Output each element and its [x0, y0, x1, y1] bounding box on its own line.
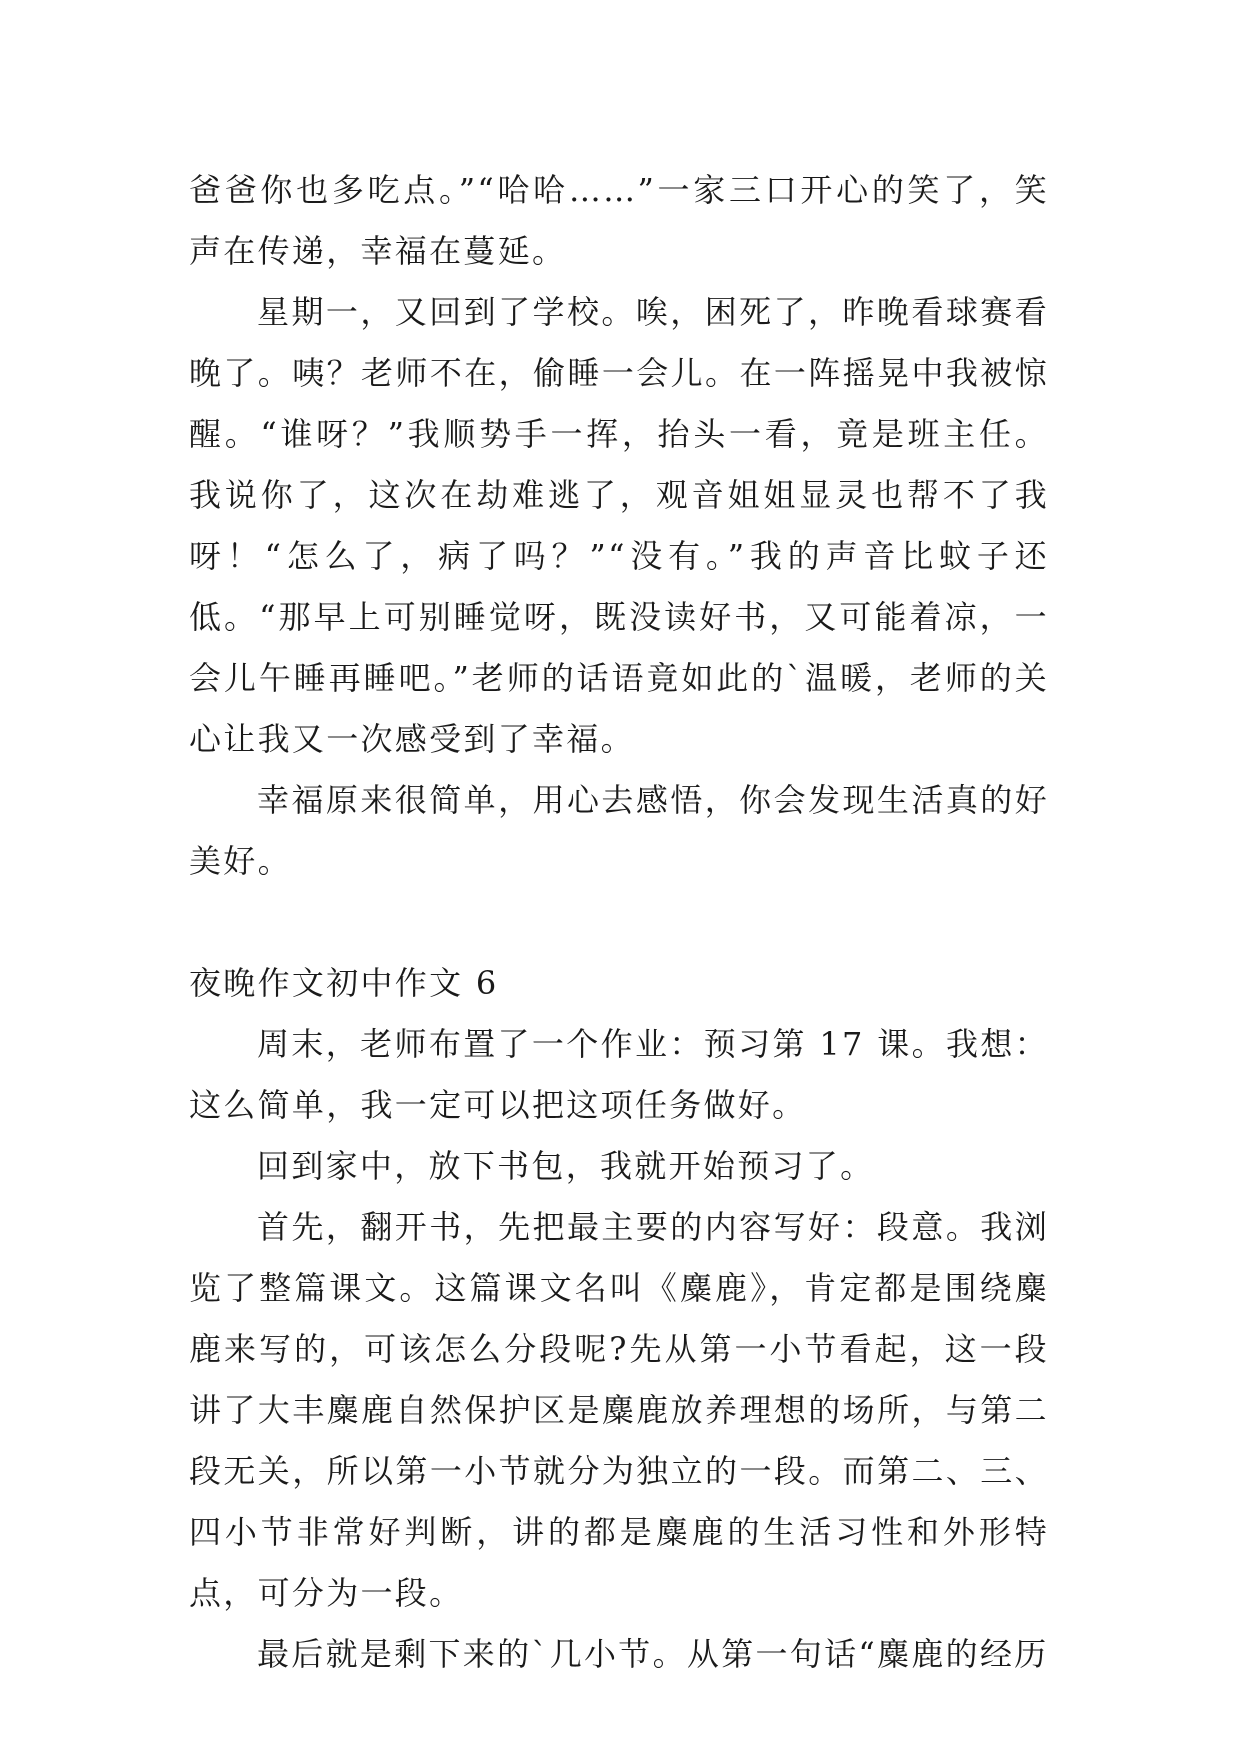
paragraph: 幸福原来很简单，用心去感悟，你会发现生活真的好美好。 [189, 781, 1049, 880]
paragraph: 星期一，又回到了学校。唉，困死了，昨晚看球赛看晚了。咦？老师不在，偷睡一会儿。在一阵摇晃中我被惊醒。“谁呀？”我顺势手一挥，抬头一看，竟是班主任。我说你了，这次在劫难逃了，观音姐姐显灵也帮不了我呀！“怎么了，病了吗？”“没有。”我的声音比蚊子还低。“那早上可别睡觉呀，既没读好书，又可能着凉，一会儿午睡再睡吧。”老师的话语竟如此的`温暖，老师的关心让我又一次感受到了幸福。 [189, 293, 1049, 758]
document-body [189, 160, 1049, 1685]
paragraph: 回到家中，放下书包，我就开始预习了。 [257, 1147, 875, 1185]
paragraph-continuation: 爸爸你也多吃点。”“哈哈……”一家三口开心的笑了，笑声在传递，幸福在蔓延。 [189, 171, 1049, 270]
paragraph: 最后就是剩下来的`几小节。从第一句话“麋鹿的经历 [257, 1635, 1049, 1673]
paragraph: 首先，翻开书，先把最主要的内容写好：段意。我浏览了整篇课文。这篇课文名叫《麋鹿》，肯定都是围绕麋鹿来写的，可该怎么分段呢?先从第一小节看起，这一段讲了大丰麋鹿自然保护区是麋鹿放养理想的场所，与第二段无关，所以第一小节就分为独立的一段。而第二、三、四小节非常好判断，讲的都是麋鹿的生活习性和外形特点，可分为一段。 [189, 1208, 1049, 1612]
paragraph: 周末，老师布置了一个作业：预习第 17 课。我想：这么简单，我一定可以把这项任务做好。 [189, 1025, 1049, 1124]
section-gap [189, 892, 1049, 953]
section-title: 夜晚作文初中作文 6 [189, 964, 499, 1002]
